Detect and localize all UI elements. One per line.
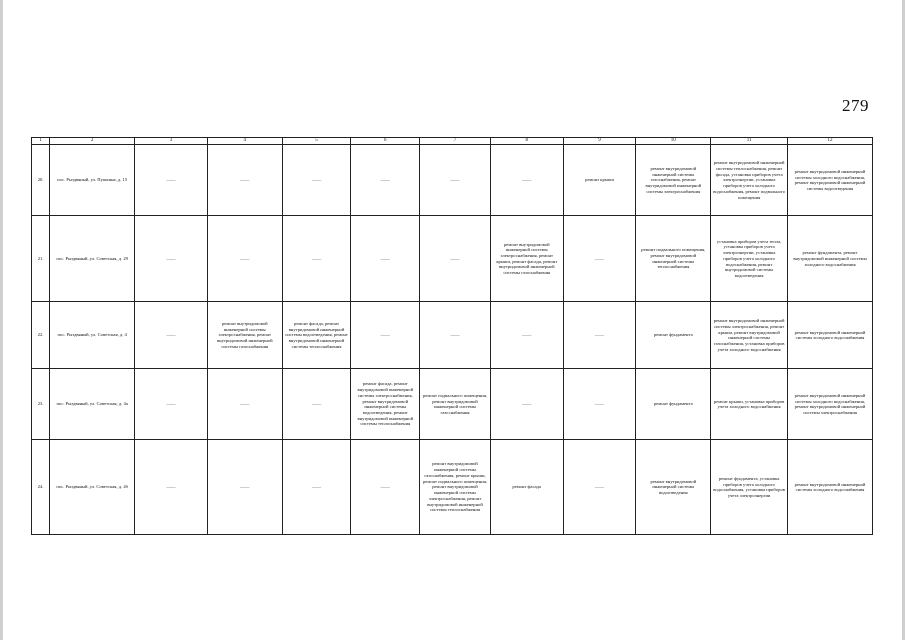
column-number: 2 xyxy=(50,138,135,145)
table-cell: —— xyxy=(135,369,208,440)
row-address: пос. Рыздвяный, ул. Советская, д. 4б xyxy=(50,440,135,535)
column-number: 4 xyxy=(207,138,282,145)
table-cell: —— xyxy=(282,145,351,216)
page-number: 279 xyxy=(842,96,869,115)
table-cell: ремонт внутридомовой инженерной системы электроснабжения, ремонт крыши, ремонт фасада, ремонт внутридомовой инженерной системы газоснабжения xyxy=(490,216,563,302)
repair-schedule-table xyxy=(31,137,873,535)
table-cell: —— xyxy=(420,302,491,369)
row-number: 21. xyxy=(32,216,50,302)
table-row xyxy=(32,369,873,440)
table-cell: ремонт фундамента xyxy=(636,302,711,369)
row-address: пос. Рыздвяный, ул. Советская, д. 29 xyxy=(50,216,135,302)
table-cell: ремонт внутридомовой инженерной системы газоснабжения, ремонт внутридомовой инженерной системы электроснабжения xyxy=(636,145,711,216)
table-cell: —— xyxy=(135,145,208,216)
column-number: 6 xyxy=(351,138,420,145)
table-cell: —— xyxy=(135,302,208,369)
table-cell: ремонт внутридомовой инженерной системы электроснабжения, ремонт внутридомовой инженерной системы газоснабжения xyxy=(207,302,282,369)
column-number: 1 xyxy=(32,138,50,145)
table-cell: ремонт фундамента xyxy=(636,369,711,440)
table-cell: —— xyxy=(351,440,420,535)
column-number-row xyxy=(32,138,873,145)
table-cell: —— xyxy=(282,440,351,535)
table-cell: —— xyxy=(282,216,351,302)
table-cell: —— xyxy=(563,302,636,369)
table-cell: ремонт крыши xyxy=(563,145,636,216)
row-address: пос. Рыздвяный, ул. Пушкина, д. 15 xyxy=(50,145,135,216)
table-cell: —— xyxy=(490,145,563,216)
table-cell: ремонт внутридомовой инженерной системы холодного водоснабжения xyxy=(788,302,873,369)
table-cell: —— xyxy=(207,440,282,535)
column-number: 3 xyxy=(135,138,208,145)
scan-edge-left xyxy=(0,0,3,640)
table-cell: —— xyxy=(490,302,563,369)
table-cell: —— xyxy=(207,216,282,302)
table-cell: —— xyxy=(420,145,491,216)
table-row xyxy=(32,302,873,369)
table-cell: ремонт внутридомовой инженерной системы теплоснабжения, ремонт фасада, установка приборов учета электроэнергии, установка приборов учета холодного водоснабжения, ремонт подвального помещения xyxy=(711,145,788,216)
table-cell: —— xyxy=(490,369,563,440)
table-row xyxy=(32,216,873,302)
table-cell: —— xyxy=(282,369,351,440)
table-cell: ремонт крыши, установка приборов учета холодного водоснабжения xyxy=(711,369,788,440)
row-number: 22. xyxy=(32,302,50,369)
table-cell: —— xyxy=(563,369,636,440)
table-cell: —— xyxy=(135,440,208,535)
table-cell: ремонт внутридомовой инженерной системы холодного водоснабжения, ремонт внутридомовой инженерной системы водоотведения xyxy=(788,145,873,216)
column-number: 12 xyxy=(788,138,873,145)
row-address: пос. Рыздвяный, ул. Советская, д. 4а xyxy=(50,369,135,440)
table-cell: ремонт внутридомовой инженерной системы водоотведения xyxy=(636,440,711,535)
table-cell: ремонт внутридомовой инженерной системы электроснабжения, ремонт крыши, ремонт внутридомовой инженерной системы газоснабжения, установка приборов учета холодного водоснабжения xyxy=(711,302,788,369)
table-cell: ремонт фасада, ремонт внутридомовой инженерной системы водоотведения, ремонт внутридомовой инженерной системы теплоснабжения xyxy=(282,302,351,369)
table-cell: ремонт внутридомовой инженерной системы холодного водоснабжения, ремонт внутридомовой инженерной системы электроснабжения xyxy=(788,369,873,440)
table-cell: ремонт подвального помещения, ремонт внутридомовой инженерной системы газоснабжения xyxy=(420,369,491,440)
table-cell: —— xyxy=(207,369,282,440)
column-number: 7 xyxy=(420,138,491,145)
table-cell: —— xyxy=(351,145,420,216)
table-cell: —— xyxy=(563,440,636,535)
column-number: 9 xyxy=(563,138,636,145)
row-address: пос. Рыздвяный, ул. Советская, д. 4 xyxy=(50,302,135,369)
table-cell: ремонт фасада xyxy=(490,440,563,535)
column-number: 8 xyxy=(490,138,563,145)
column-number: 10 xyxy=(636,138,711,145)
table-cell: ремонт фундамента, ремонт внутридомовой инженерной системы холодного водоснабжения xyxy=(788,216,873,302)
table-row xyxy=(32,145,873,216)
table-row xyxy=(32,440,873,535)
row-number: 23. xyxy=(32,369,50,440)
table-cell: —— xyxy=(563,216,636,302)
table-cell: —— xyxy=(351,302,420,369)
table-cell: установка приборов учета тепла, установка приборов учета электроэнергии, установка приборов учета холодного водоснабжения, ремонт внутридомовой системы водоотведения xyxy=(711,216,788,302)
column-number: 5 xyxy=(282,138,351,145)
table-cell: —— xyxy=(207,145,282,216)
table-cell: ремонт подвального помещения, ремонт внутридомовой инженерной системы теплоснабжения xyxy=(636,216,711,302)
table-cell: —— xyxy=(420,216,491,302)
table-cell: ремонт внутридомовой инженерной системы холодного водоснабжения xyxy=(788,440,873,535)
row-number: 24. xyxy=(32,440,50,535)
row-number: 20. xyxy=(32,145,50,216)
table-cell: —— xyxy=(351,216,420,302)
table-cell: ремонт фасада, ремонт внутридомовой инженерной системы электроснабжения, ремонт внутридомовой инженерной системы водоотведения, ремонт внутридомовой инженерной системы теплоснабжения xyxy=(351,369,420,440)
table-cell: ремонт фундамента, установка приборов учета холодного водоснабжения, установка приборов учета электроэнергии xyxy=(711,440,788,535)
table-cell: ремонт внутридомовой инженерной системы газоснабжения, ремонт крыши, ремонт подвального помещения, ремонт внутридомовой инженерной системы электроснабжения, ремонт внутридомовой инженерной системы теплоснабжения xyxy=(420,440,491,535)
table-cell: —— xyxy=(135,216,208,302)
column-number: 11 xyxy=(711,138,788,145)
